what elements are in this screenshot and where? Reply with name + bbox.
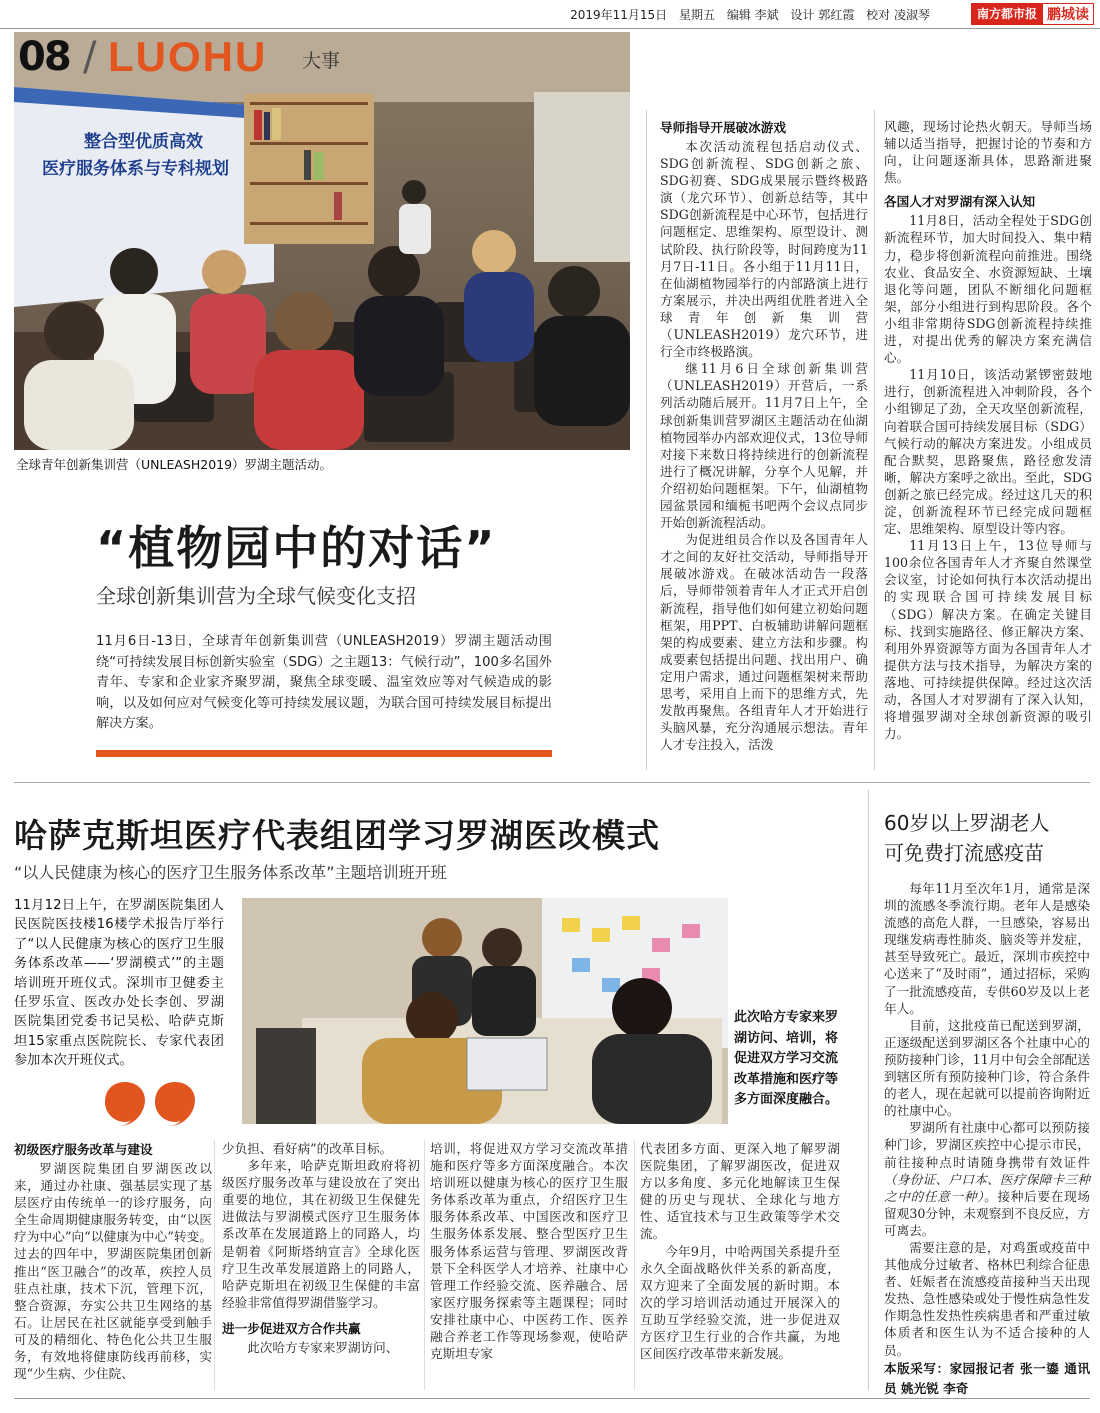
text-run: 罗湖所有社康中心都可以预防接种门诊，罗湖区疾控中心提示市民，前往接种点时请随身携带有效证件 xyxy=(884,1120,1090,1170)
paragraph: 多年来，哈萨克斯坦政府将初级医疗服务改革与建设放在了突出重要的地位，其在初级卫生保健先进做法与罗湖模式医疗卫生服务体系改革在发展道路上的同路人，均是朝着《阿斯塔纳宣言》全球化医疗卫生改革发展道路上的同路人，哈萨克斯坦在初级卫生保健的丰富经验非常值得罗湖借鉴学习。 xyxy=(222,1158,420,1310)
accent-bar xyxy=(96,750,552,757)
column-rule xyxy=(646,110,647,770)
story3-headline-line1: 60岁以上罗湖老人 xyxy=(884,811,1050,835)
story2-column-4 xyxy=(640,1140,840,1362)
paragraph xyxy=(884,1119,1090,1239)
section-slash: / xyxy=(83,34,97,80)
brand-logo xyxy=(971,3,1094,25)
photo-unleash-event xyxy=(14,32,630,450)
photo2-caption: 此次哈方专家来罗湖访问、培训，将促进双方学习交流改革措施和医疗等多方面深度融合。 xyxy=(734,1010,839,1107)
story3-headline xyxy=(884,808,1090,868)
section-tag: 大事 xyxy=(302,50,341,72)
section-divider xyxy=(14,782,1090,783)
story2-subhead-1: 初级医疗服务改革与建设 xyxy=(14,1142,153,1157)
story2-subhead-2: 进一步促进双方合作共赢 xyxy=(222,1320,361,1336)
paragraph: 本次活动流程包括启动仪式、SDG创新流程、SDG创新之旅、SDG初赛、SDG成果展示暨终极路演（龙穴环节）、创新总结等，其中SDG创新流程是中心环节，包括进行问题框定、思维架构、原型设计、测试阶段、执行阶段等，时间跨度为11月7日-11日。各小组于11月11日，在仙湖植物园举行的内部路演上进行方案展示，并决出两组优胜者进入全球青年创新集训营（UNLEASH2019）龙穴环节，进行全市终极路演。 xyxy=(660,139,868,360)
brand-name: 南方都市报 xyxy=(971,3,1043,25)
story3-headline-line2: 可免费打流感疫苗 xyxy=(884,841,1044,865)
paragraph: 每年11月至次年1月，通常是深圳的流感冬季流行期。老年人是感染流感的高危人群，一旦感染，容易出现继发病毒性肺炎、脑炎等并发症，甚至导致死亡。最近，深圳市疾控中心送来了“及时雨”，通过招标，采购了一批流感疫苗，专供60岁及以上老年人。 xyxy=(884,881,1090,1016)
column-rule xyxy=(214,1140,215,1390)
proofreader-credit: 校对 凌淑琴 xyxy=(866,8,930,22)
brand-sub: 鹏城读 xyxy=(1043,3,1094,25)
paragraph: 目前，这批疫苗已配送到罗湖，正逐级配送到罗湖区各个社康中心的预防接种门诊，11月中旬会全部配送到辖区所有预防接种门诊，符合条件的老人，现在起就可以提前咨询附近的社康中心。 xyxy=(884,1017,1090,1119)
screen-text-1: 整合型优质高效 xyxy=(84,132,203,152)
story2-lead: 11月12日上午，在罗湖医院集团人民医院医技楼16楼学术报告厅举行了“以人民健康为核心的医疗卫生服务体系改革——‘罗湖模式’”的主题培训班开班仪式。深圳市卫健委主任罗乐宣、医改办处长李创、罗湖医院集团党委书记吴松、哈萨克斯坦15家重点医院院长、专家代表团参加本次开班仪式。 xyxy=(14,898,224,1069)
story2-column-3 xyxy=(430,1140,628,1362)
story3-body xyxy=(884,880,1090,1399)
masthead-info xyxy=(562,6,930,23)
byline: 本版采写：家园报记者 张一鎏 通讯员 姚光锐 李奇 xyxy=(884,1360,1090,1396)
photo2-illustration xyxy=(242,898,728,1124)
issue-date: 2019年11月15日 xyxy=(570,8,668,22)
quote-icon xyxy=(105,1082,201,1130)
column-rule xyxy=(634,1140,635,1390)
paragraph: 风趣，现场讨论热火朝天。导师当场辅以适当指导，把握讨论的节奏和方向，让问题逐渐具体，思路渐进聚焦。 xyxy=(884,119,1092,186)
issue-weekday: 星期五 xyxy=(679,8,716,22)
paragraph: 11月10日，该活动紧锣密鼓地进行，创新流程进入冲刺阶段，各个小组铆足了劲，全天攻坚创新流程，向着联合国可持续发展目标（SDG）气候行动的解决方案进发。小组成员配合默契，思路聚焦，路径愈发清晰，解决方案呼之欲出。至此，SDG创新之旅已经完成。经过这几天的积淀，创新流程环节已经完成问题框定、思维架构、原型设计等内容。 xyxy=(884,367,1092,537)
paragraph: 今年9月，中哈两国关系提升至永久全面战略伙伴关系的新高度，双方迎来了全面发展的新时期。本次的学习培训活动通过开展深入的互助互学经验交流，进一步促进双方医疗卫生行业的合作共赢，为地区间医疗改革带来新发展。 xyxy=(640,1243,840,1362)
paragraph: 代表团多方面、更深入地了解罗湖医院集团，了解罗湖医改，促进双方以多角度、多元化地解读卫生保健的历史与现状、全球化与地方性、适宜技术与卫生政策等学术交流。 xyxy=(640,1141,840,1242)
paragraph: 11月8日，活动全程处于SDG创新流程环节，加大时间投入、集中精力，稳步将创新流程向前推进。围绕农业、食品安全、水资源短缺、土壤退化等问题，团队不断细化问题框架，部分小组进行到构思阶段。各个小组非常期待SDG创新流程持续推进，对提出优秀的解决方案充满信心。 xyxy=(884,213,1092,366)
footer-rule xyxy=(14,1398,1090,1399)
paragraph: 11月13日上午，13位导师与100余位各国青年人才齐聚自然课堂会议室，讨论如何执行本次活动提出的实现联合国可持续发展目标（SDG）解决方案。在确定关键目标、找到实施路径、修正解决方案、利用外界资源等方面为各国青年人才提供方法与技术指导，为解决方案的落地、可持续提供保障。经过这次活动，各国人才对罗湖有了深入认知，将增强罗湖对全球创新资源的吸引力。 xyxy=(884,538,1092,742)
column-rule xyxy=(874,110,875,770)
story2-column-2 xyxy=(222,1140,420,1356)
screen-text-2: 医疗服务体系与专科规划 xyxy=(42,159,229,179)
text-run: 。接种后要在现场留观30分钟，未观察到不良反应，方可离去。 xyxy=(884,1188,1091,1238)
photo1-caption: 全球青年创新集训营（UNLEASH2019）罗湖主题活动。 xyxy=(16,457,333,472)
sidebar-rule xyxy=(868,790,869,1390)
section-name: LUOHU xyxy=(108,33,268,80)
story1-column-a xyxy=(660,118,868,753)
editor-credit: 编辑 李斌 xyxy=(726,8,779,22)
paragraph: 继11月6日全球创新集训营（UNLEASH2019）开营后，一系列活动随后展开。11月7日上午，全球创新集训营罗湖区主题活动在仙湖植物园举办内部欢迎仪式，13位导师对接下来数日将持续进行的创新流程进行了概况讲解，分享个人见解，并介绍初始问题框架。下午，仙湖植物园盆景园和缅栀书吧两个会议点同步开始创新流程活动。 xyxy=(660,361,868,531)
paragraph: 培训，将促进双方学习交流改革措施和医疗等多方面深度融合。本次培训班以健康为核心的医疗卫生服务体系改革为重点，介绍医疗卫生服务体系改革、中国医改和医疗卫生服务体系发展、整合型医疗卫生服务体系运营与管理、罗湖医改背景下全科医学人才培养、社康中心管理工作经验交流、医养融合、居家医疗服务探索等主题课程；同时安排社康中心、中医药工作、医养融合养老工作等现场参观，使哈萨克斯坦专家 xyxy=(430,1141,628,1362)
story1-column-b xyxy=(884,118,1092,742)
story2-headline: 哈萨克斯坦医疗代表组团学习罗湖医改模式 xyxy=(14,816,660,855)
story2-subtitle: “以人民健康为核心的医疗卫生服务体系改革”主题培训班开班 xyxy=(14,863,447,882)
header-rule xyxy=(0,28,1100,29)
paragraph: 此次哈方专家来罗湖访问、 xyxy=(247,1339,399,1355)
story1-headline: “植物园中的对话” xyxy=(96,521,497,575)
paragraph: 需要注意的是，对鸡蛋或疫苗中其他成分过敏者、格林巴利综合征患者、妊娠者在流感疫苗接种当天出现发热、急性感染或处于慢性病急性发作期急性发热性疾病患者和严重过敏体质者和医生认为不适合接种的人员。 xyxy=(884,1239,1090,1358)
story1-lead: 11月6日-13日，全球青年创新集训营（UNLEASH2019）罗湖主题活动围绕“可持续发展目标创新实验室（SDG）之主题13：气候行动”，100多名国外青年、专家和企业家齐聚罗湖，聚焦全球变暖、温室效应等对气候造成的影响，以及如何应对气候变化等可持续发展议题，为联合国可持续发展目标提出解决方案。 xyxy=(96,634,552,732)
photo-kazakh-delegation xyxy=(242,898,728,1124)
story2-column-1 xyxy=(14,1140,212,1382)
story1-subhead-2: 各国人才对罗湖有深入认知 xyxy=(884,194,1036,210)
story1-subtitle: 全球创新集训营为全球气候变化支招 xyxy=(96,584,416,608)
paragraph: 罗湖医院集团自罗湖医改以来，通过办社康、强基层实现了基层医疗由传统单一的诊疗服务，向全生命周期健康服务转变，由“以医疗为中心”向“以健康为中心”转变。过去的四年中，罗湖医院集团创新推出“医卫融合”的改革，疾控人员驻点社康，技术下沉，管理下沉，整合资源，夯实公共卫生网络的基石。让居民在社区就能享受到触手可及的精细化、特色化公共卫生服务，有效地将健康防线再前移，实现“少生病、少住院、 xyxy=(14,1161,212,1382)
designer-credit: 设计 郭红霞 xyxy=(790,8,855,22)
story1-subhead-1: 导师指导开展破冰游戏 xyxy=(660,120,786,135)
section-number: 08 xyxy=(18,34,70,80)
photo-illustration xyxy=(14,32,630,450)
paragraph: 为促进组员合作以及各国青年人才之间的友好社交活动，导师指导开展破冰游戏。在破冰活动告一段落后，导师带领着青年人才正式开启创新流程，指导他们如何建立初始问题框架，用PPT、白板辅助讲解问题框架的构成要素、建立方法和步骤。构成要素包括提出问题、找出用户、确定用户需求，通过问题框架树来帮助思考，采用自上而下的思维方式，先发散再聚焦。各组青年人才开始进行头脑风暴，充分沟通展示想法。青年人才专注投入，活泼 xyxy=(660,532,868,753)
text-run-note: （身份证、户口本、医疗保障卡三种之中的任意一种） xyxy=(884,1171,1090,1204)
paragraph: 少负担、看好病”的改革目标。 xyxy=(222,1141,393,1156)
column-rule xyxy=(424,1140,425,1390)
